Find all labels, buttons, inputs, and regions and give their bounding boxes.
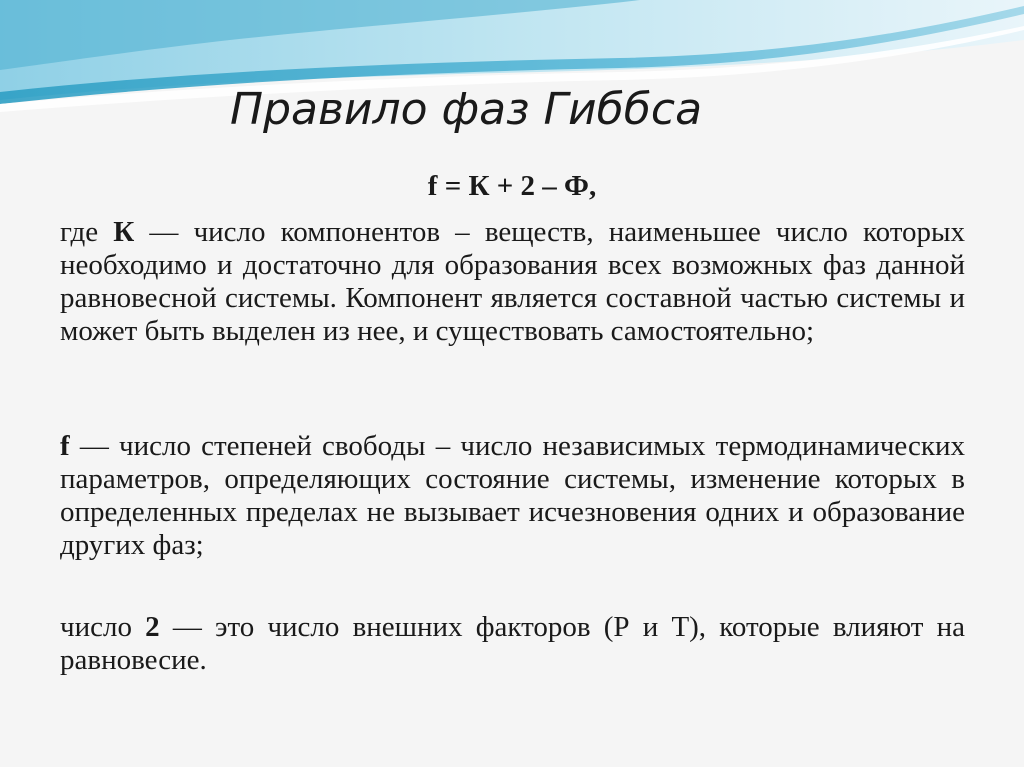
symbol-2: 2 [145, 611, 160, 643]
paragraph-text: — число степеней свободы – число независимых термодинамических параметров, определяющих состояние системы, изменение которых в определенных пределах не вызывает исчезновения одних и образование других фаз; [60, 430, 965, 561]
symbol-k: К [113, 216, 135, 248]
paragraph-text: — это число внешних факторов (Р и Т), которые влияют на равновесие. [60, 611, 965, 676]
paragraph-external-factors [60, 611, 965, 677]
paragraph-lead: число [60, 611, 146, 643]
paragraph-lead: где [60, 216, 114, 248]
gibbs-formula: f = К + 2 – Ф, [427, 170, 597, 202]
paragraph-degrees-of-freedom [60, 430, 965, 562]
paragraph-components [60, 216, 965, 348]
paragraph-text: — число компонентов – веществ, наименьшее число которых необходимо и достаточно для образования всех возможных фаз данной равновесной системы. Компонент является составной частью системы и может быть выделен из нее, и существовать самостоятельно; [60, 216, 965, 347]
slide-title: Правило фаз Гиббса [230, 84, 703, 135]
symbol-f: f [60, 430, 70, 462]
